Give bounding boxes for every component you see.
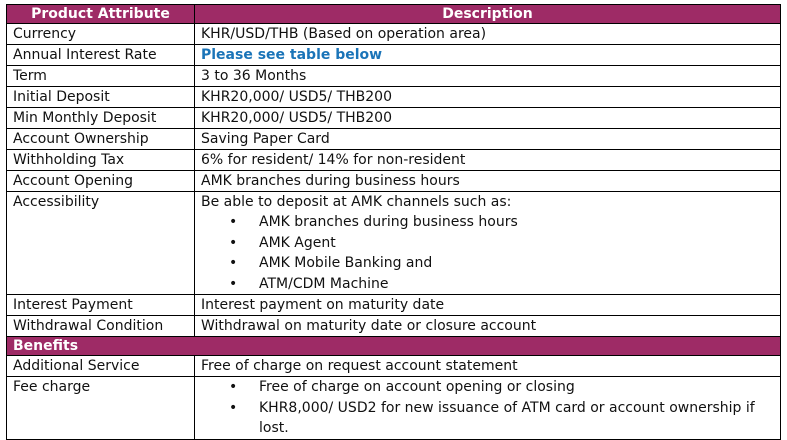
table-row (7, 24, 781, 45)
fee-charge-cell (195, 377, 781, 440)
table-row (7, 171, 781, 192)
row-value: AMK branches during business hours (195, 171, 781, 192)
table-row (7, 108, 781, 129)
bullet-icon: • (229, 234, 238, 251)
list-item: • AMK Agent (201, 233, 774, 254)
row-label: Accessibility (7, 192, 195, 295)
list-item: • Free of charge on account opening or closing (201, 377, 774, 398)
row-label: Account Ownership (7, 129, 195, 150)
accessibility-list (201, 212, 774, 294)
bullet-icon: • (229, 275, 238, 292)
table-row (7, 356, 781, 377)
row-label: Term (7, 66, 195, 87)
row-label: Currency (7, 24, 195, 45)
bullet-icon: • (229, 255, 238, 271)
list-item: • AMK Mobile Banking and (201, 253, 774, 274)
row-label: Additional Service (7, 356, 195, 377)
bullet-icon: • (229, 399, 238, 416)
table-row (7, 87, 781, 108)
interest-rate-link[interactable]: Please see table below (201, 47, 383, 63)
list-item: • ATM/CDM Machine (201, 274, 774, 295)
row-value: KHR/USD/THB (Based on operation area) (195, 24, 781, 45)
bullet-icon: • (229, 214, 238, 230)
bullet-icon: • (229, 379, 238, 395)
row-label: Min Monthly Deposit (7, 108, 195, 129)
row-value: Free of charge on request account statement (195, 356, 781, 377)
benefits-section-title: Benefits (7, 337, 781, 356)
accessibility-intro: Be able to deposit at AMK channels such as: (201, 194, 512, 210)
row-label: Interest Payment (7, 295, 195, 316)
row-value: 3 to 36 Months (195, 66, 781, 87)
row-label: Withholding Tax (7, 150, 195, 171)
list-item: • KHR8,000/ USD2 for new issuance of ATM card or account ownership if lost. (229, 399, 755, 436)
product-attribute-table (6, 4, 781, 440)
row-value: Interest payment on maturity date (195, 295, 781, 316)
row-value: Withdrawal on maturity date or closure account (195, 316, 781, 337)
accessibility-cell (195, 192, 781, 295)
row-value: 6% for resident/ 14% for non-resident (195, 150, 781, 171)
table-header-row (7, 5, 781, 24)
interest-rate-link-cell (195, 45, 781, 66)
row-label: Annual Interest Rate (7, 45, 195, 66)
header-description: Description (195, 5, 781, 24)
table-row (7, 316, 781, 337)
table-row (7, 66, 781, 87)
table-row (7, 150, 781, 171)
table-row (7, 45, 781, 66)
table-row (7, 295, 781, 316)
row-label: Fee charge (7, 377, 195, 440)
row-label: Initial Deposit (7, 87, 195, 108)
row-label: Withdrawal Condition (7, 316, 195, 337)
row-value: KHR20,000/ USD5/ THB200 (195, 108, 781, 129)
fee-charge-list (201, 377, 774, 439)
header-product-attribute: Product Attribute (7, 5, 195, 24)
row-label: Account Opening (7, 171, 195, 192)
table-row (7, 129, 781, 150)
row-value: Saving Paper Card (195, 129, 781, 150)
accessibility-row (7, 192, 781, 295)
list-item: • AMK branches during business hours (201, 212, 774, 233)
row-value: KHR20,000/ USD5/ THB200 (195, 87, 781, 108)
benefits-section-row (7, 337, 781, 356)
fee-charge-row (7, 377, 781, 440)
